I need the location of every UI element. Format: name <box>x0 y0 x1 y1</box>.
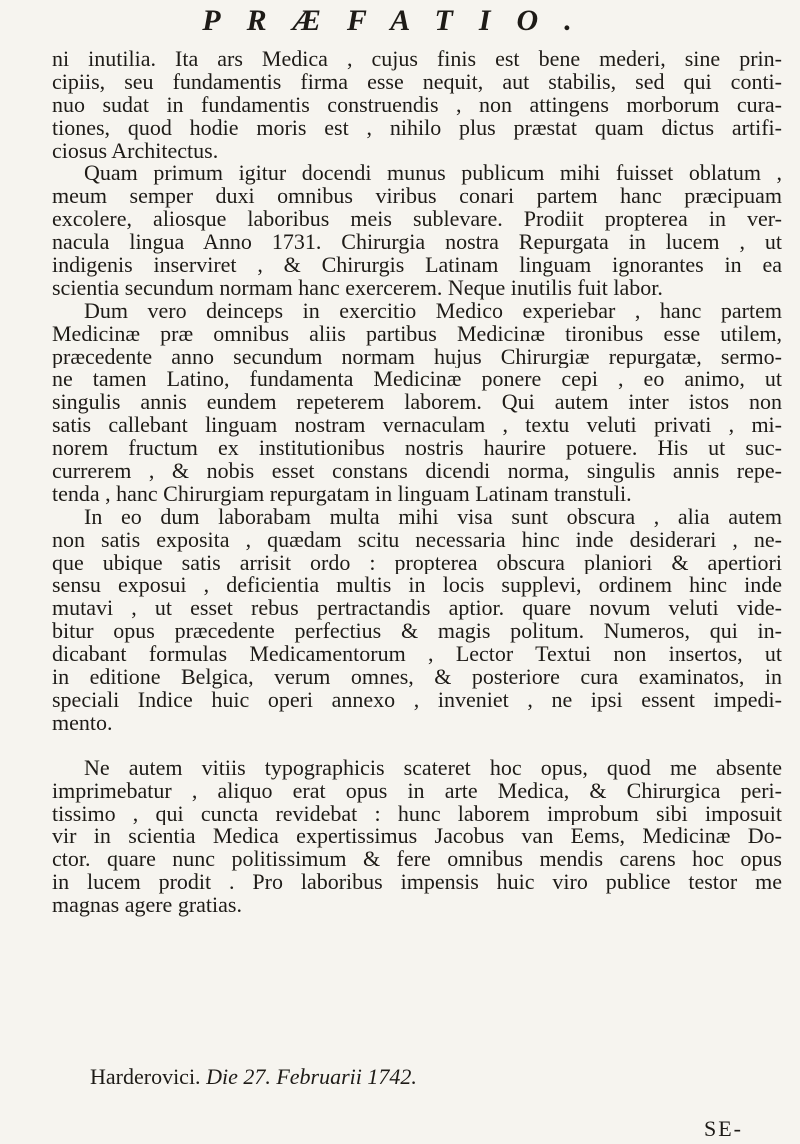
text-line: que ubique satis arrisit ordo : propterea obscura planiori & apertiori <box>52 551 782 575</box>
text-line: non satis exposita , quædam scitu necessaria hinc inde desiderari , ne- <box>52 528 782 552</box>
text-line: nacula lingua Anno 1731. Chirurgia nostra Repurgata in lucem , ut <box>52 231 782 255</box>
text-line: in editione Belgica, verum omnes, & posteriore cura examinatos, in <box>52 666 782 689</box>
text-line: imprimebatur , aliquo erat opus in arte Medica, & Chirurgica peri- <box>52 779 782 803</box>
text-line: satis callebant linguam nostram vernaculam , textu veluti privati , mi- <box>52 414 782 438</box>
text-line: scientia secundum normam hanc exercerem. Neque inutilis fuit labor. <box>52 276 663 300</box>
text-line: excolere, aliosque laboribus meis sublevare. Prodiit propterea in ver- <box>52 208 782 232</box>
paragraph <box>52 162 782 299</box>
text-line: singulis annis eundem repeterem laborem. Qui autem inter istos non <box>52 391 782 415</box>
text-line: bitur opus præcedente perfectius & magis politum. Numeros, qui in- <box>52 620 782 644</box>
text-line: meum semper duxi omnibus viribus conari partem hanc præcipuam <box>52 185 782 209</box>
text-line: In eo dum laborabam multa mihi visa sunt obscura , alia autem <box>84 505 782 529</box>
closing-place: Harderovici. <box>90 1064 201 1089</box>
closing-line <box>90 1064 417 1090</box>
text-line: tenda , hanc Chirurgiam repurgatam in linguam Latinam transtuli. <box>52 482 632 506</box>
text-line: Quam primum igitur docendi munus publicum mihi fuisset oblatum , <box>84 162 782 186</box>
text-line: mutavi , ut esset rebus pertractandis aptior. quare novum veluti vide- <box>52 597 782 621</box>
text-line: speciali Indice huic operi annexo , inveniet , ne ipsi essent impedi- <box>52 688 782 712</box>
text-line: Dum vero deinceps in exercitio Medico experiebar , hanc partem <box>84 299 782 323</box>
text-line: sensu exposui , deficientia multis in locis supplevi, ordinem hinc inde <box>52 574 782 598</box>
text-line: Ne autem vitiis typographicis scateret hoc opus, quod me absente <box>84 756 782 780</box>
text-line: norem fructum ex institutionibus nostris haurire potuere. His ut suc- <box>52 437 782 461</box>
text-line: vir in scientia Medica expertissimus Jacobus van Eems, Medicinæ Do- <box>52 825 782 849</box>
preface-text <box>52 48 782 917</box>
text-line: ni inutilia. Ita ars Medica , cujus finis est bene mederi, sine prin- <box>52 48 782 71</box>
catchword: SE- <box>704 1116 743 1141</box>
text-line: cipiis, seu fundamentis firma esse nequit, aut stabilis, sed qui conti- <box>52 70 782 94</box>
paragraph <box>52 757 782 917</box>
text-line: currerem , & nobis esset constans dicendi norma, singulis annis repe- <box>52 460 782 483</box>
text-line: dicabant formulas Medicamentorum , Lector Textui non insertos, ut <box>52 643 782 667</box>
paragraph <box>52 48 782 162</box>
paragraph <box>52 506 782 735</box>
text-line: tiones, quod hodie moris est , nihilo plus præstat quam dictus artifi- <box>52 116 782 140</box>
closing-date: Die 27. Februarii 1742. <box>206 1064 417 1089</box>
text-line: magnas agere gratias. <box>52 894 242 917</box>
text-line: Medicinæ præ omnibus aliis partibus Medicinæ tironibus esse utilem, <box>52 322 782 346</box>
page-header: PRÆFATIO. <box>202 4 598 37</box>
paragraph <box>52 300 782 506</box>
text-line: mento. <box>52 711 113 735</box>
text-line: ciosus Architectus. <box>52 139 219 163</box>
text-line: tissimo , qui cuncta revidebat : hunc laborem improbum sibi imposuit <box>52 802 782 826</box>
text-line: ctor. quare nunc politissimum & fere omnibus mendis carens hoc opus <box>52 848 782 872</box>
text-line: indigenis inserviret , & Chirurgis Latinam linguam ignorantes in ea <box>52 254 782 277</box>
text-line: præcedente anno secundum normam hujus Chirurgiæ repurgatæ, sermo- <box>52 345 782 369</box>
text-line: nuo sudat in fundamentis construendis , non attingens morborum cura- <box>52 93 782 117</box>
text-line: in lucem prodit . Pro laboribus impensis huic viro publice testor me <box>52 871 782 895</box>
paragraph-gap <box>52 735 782 757</box>
text-line: ne tamen Latino, fundamenta Medicinæ ponere cepi , eo animo, ut <box>52 368 782 392</box>
